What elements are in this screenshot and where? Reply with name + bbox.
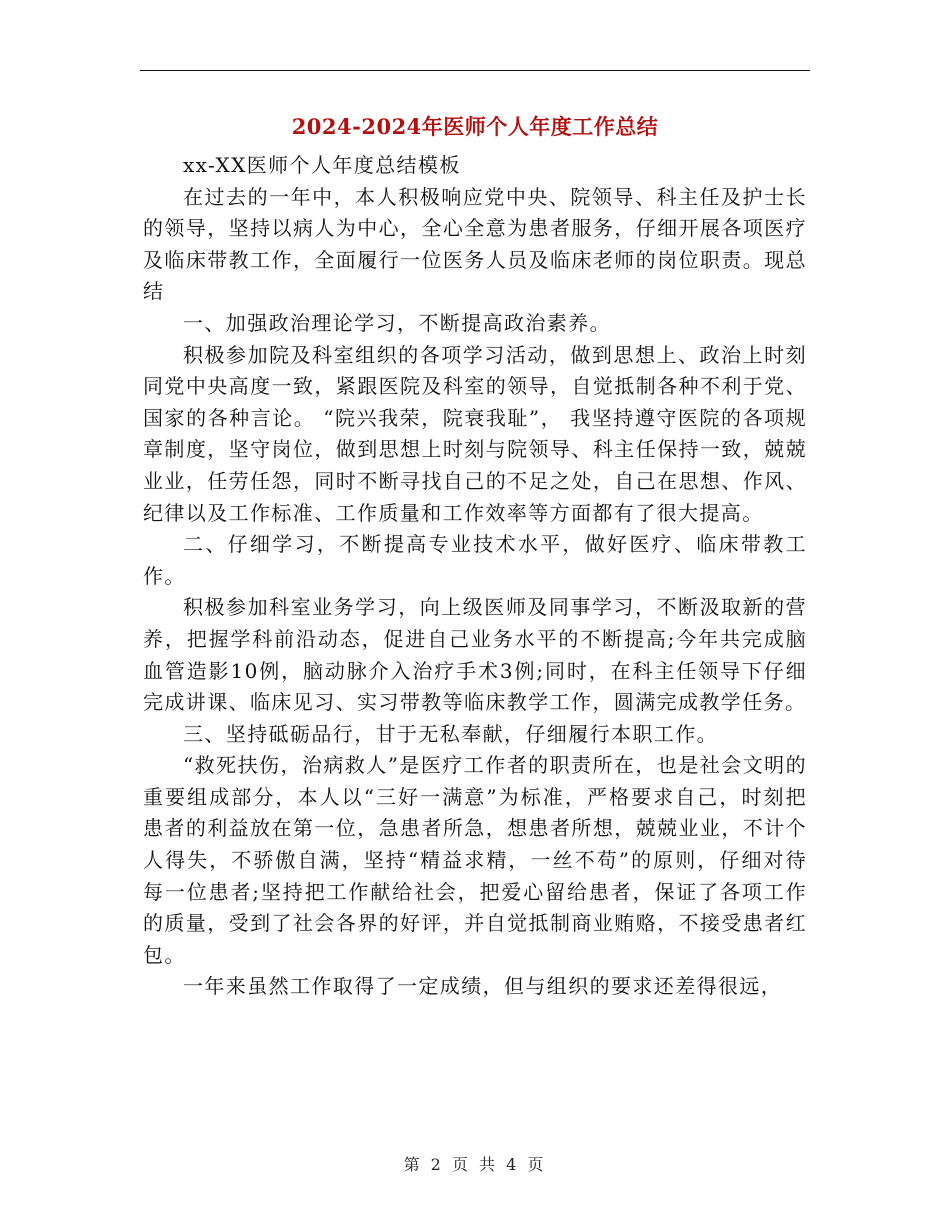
page-footer: 第 2 页 共 4 页	[403, 1155, 547, 1174]
section-heading-1: 一、加强政治理论学习，不断提高政治素养。	[183, 310, 611, 335]
document-body	[143, 150, 807, 1003]
closing-paragraph: 一年来虽然工作取得了一定成绩，但与组织的要求还差得很远，	[183, 974, 783, 999]
section-paragraph-2: 积极参加科室业务学习，向上级医师及同事学习，不断汲取新的营养，把握学科前沿动态，促进自己业务水平的不断提高;今年共完成脑血管造影10例，脑动脉介入治疗手术3例;同时，在科主任领导下仔细完成讲课、临床见习、实习带教等临床教学工作，圆满完成教学任务。	[143, 595, 807, 715]
subtitle-paragraph: xx-XX医师个人年度总结模板	[183, 153, 461, 177]
header-rule	[140, 70, 810, 71]
section-paragraph-3: “救死扶伤，治病救人”是医疗工作者的职责所在，也是社会文明的重要组成部分，本人以“三好一满意”为标准，严格要求自己，时刻把患者的利益放在第一位，急患者所急，想患者所想，兢兢业业，不计个人得失，不骄傲自满，坚持“精益求精，一丝不苟”的原则，仔细对待每一位患者;坚持把工作献给社会，把爱心留给患者，保证了各项工作的质量，受到了社会各界的好评，并自觉抵制商业贿赂，不接受患者红包。	[143, 753, 807, 967]
section-heading-2: 二、仔细学习，不断提高专业技术水平，做好医疗、临床带教工作。	[143, 532, 807, 588]
document-title: 2024-2024年医师个人年度工作总结	[291, 114, 659, 139]
section-paragraph-1: 积极参加院及科室组织的各项学习活动，做到思想上、政治上时刻同党中央高度一致，紧跟医院及科室的领导，自觉抵制各种不利于党、国家的各种言论。 “院兴我荣，院衰我耻”， 我坚持遵守医院的各项规章制度，坚守岗位，做到思想上时刻与院领导、科主任保持一致，兢兢业业，任劳任怨，同时不断寻找自己的不足之处，自己在思想、作风、纪律以及工作标准、工作质量和工作效率等方面都有了很大提高。	[143, 342, 807, 525]
section-heading-3: 三、坚持砥砺品行，甘于无私奉献，仔细履行本职工作。	[183, 721, 718, 746]
intro-paragraph: 在过去的一年中，本人积极响应党中央、院领导、科主任及护士长的领导，坚持以病人为中心，全心全意为患者服务，仔细开展各项医疗及临床带教工作，全面履行一位医务人员及临床老师的岗位职责。现总结	[143, 184, 807, 304]
